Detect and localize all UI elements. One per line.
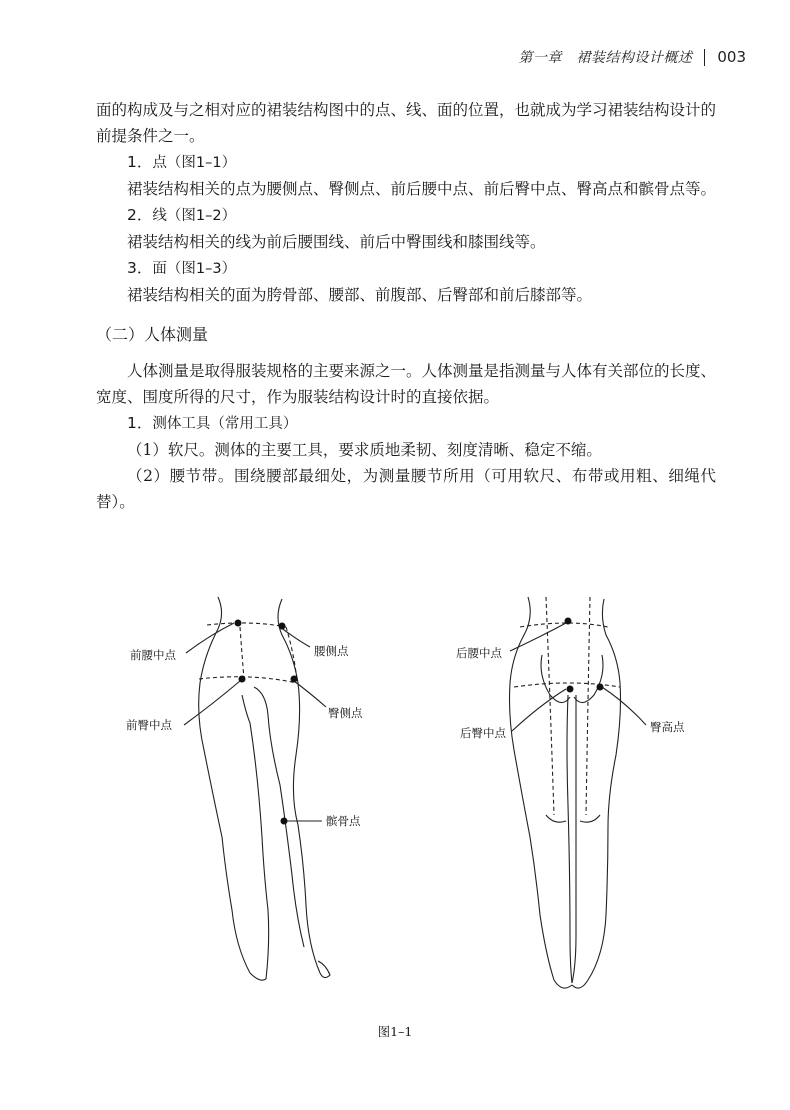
item-title: 点（图1–1）: [152, 155, 237, 171]
label-back-hip-center: 后臀中点: [460, 726, 506, 740]
measure-intro-paragraph: 人体测量是取得服装规格的主要来源之一。人体测量是指测量与人体有关部位的长度、宽度、围度所得的尺寸，作为服装结构设计时的直接依据。: [96, 362, 717, 406]
label-front-hip-center: 前臀中点: [126, 718, 172, 732]
tool-waist-belt: （2）腰节带。围绕腰部最细处，为测量腰节所用（可用软尺、布带或用粗、细绳代替）。: [96, 467, 716, 511]
running-header: [518, 47, 746, 67]
item-number: 1．: [127, 414, 153, 432]
leader-front-waist-center: [186, 623, 234, 653]
item-heading-tools: [96, 410, 716, 437]
point-patella: [281, 818, 288, 825]
back-figure-outline: [510, 597, 621, 988]
item-number: 1．: [127, 153, 153, 171]
point-back-hip-center: [567, 686, 574, 693]
body-text: [96, 97, 716, 515]
label-hip-high: 臀高点: [650, 720, 685, 734]
page-number: 003: [717, 48, 746, 66]
point-hip-high: [597, 684, 604, 691]
chapter-title: 第一章 裙装结构设计概述: [518, 50, 693, 66]
item-title: 线（图1–2）: [152, 208, 237, 224]
point-back-waist-center: [565, 618, 572, 625]
figure-body-points: [110, 575, 710, 1015]
item-number: 2．: [127, 206, 153, 224]
leader-front-hip-center: [184, 681, 240, 725]
leader-back-waist-center: [510, 623, 566, 651]
tool-soft-ruler: （1）软尺。测体的主要工具，要求质地柔韧、刻度清晰、稳定不缩。: [127, 441, 602, 459]
front-hip-line: [199, 677, 297, 683]
item-heading-point: [96, 149, 716, 176]
body-diagram: [110, 575, 710, 1015]
front-center-line: [240, 627, 244, 679]
point-waist-side: [279, 623, 286, 630]
back-hip-line: [514, 683, 620, 687]
item-text-point: 裙装结构相关的点为腰侧点、臀侧点、前后腰中点、前后臀中点、臀高点和髌骨点等。: [127, 180, 717, 198]
figure-caption: 图1–1: [377, 1024, 413, 1039]
label-patella: 髌骨点: [326, 814, 361, 828]
front-figure-outline: [199, 597, 330, 980]
header-divider: [704, 49, 705, 66]
point-front-waist-center: [235, 620, 242, 627]
label-back-waist-center: 后腰中点: [456, 646, 502, 660]
item-number: 3．: [127, 259, 153, 277]
section-heading: （二）人体测量: [96, 325, 209, 344]
leader-back-hip-center: [512, 689, 566, 731]
item-text-surface: 裙装结构相关的面为胯骨部、腰部、前腹部、后臀部和前后膝部等。: [127, 286, 593, 304]
item-heading-line: [96, 202, 716, 229]
label-hip-side: 臀侧点: [328, 706, 363, 720]
intro-paragraph: 面的构成及与之相对应的裙装结构图中的点、线、面的位置，也就成为学习裙装结构设计的前提条件之一。: [96, 101, 717, 145]
item-text-line: 裙装结构相关的线为前后腰围线、前后中臀围线和膝围线等。: [127, 233, 546, 251]
item-title: 面（图1–3）: [152, 261, 237, 277]
item-title: 测体工具（常用工具）: [152, 416, 298, 432]
leader-waist-side: [280, 627, 310, 647]
leader-hip-high: [602, 687, 646, 725]
label-front-waist-center: 前腰中点: [130, 648, 176, 662]
point-hip-side: [291, 676, 298, 683]
label-waist-side: 腰侧点: [314, 644, 349, 658]
item-heading-surface: [96, 255, 716, 282]
back-center-line-right: [586, 597, 590, 815]
point-front-hip-center: [239, 676, 246, 683]
